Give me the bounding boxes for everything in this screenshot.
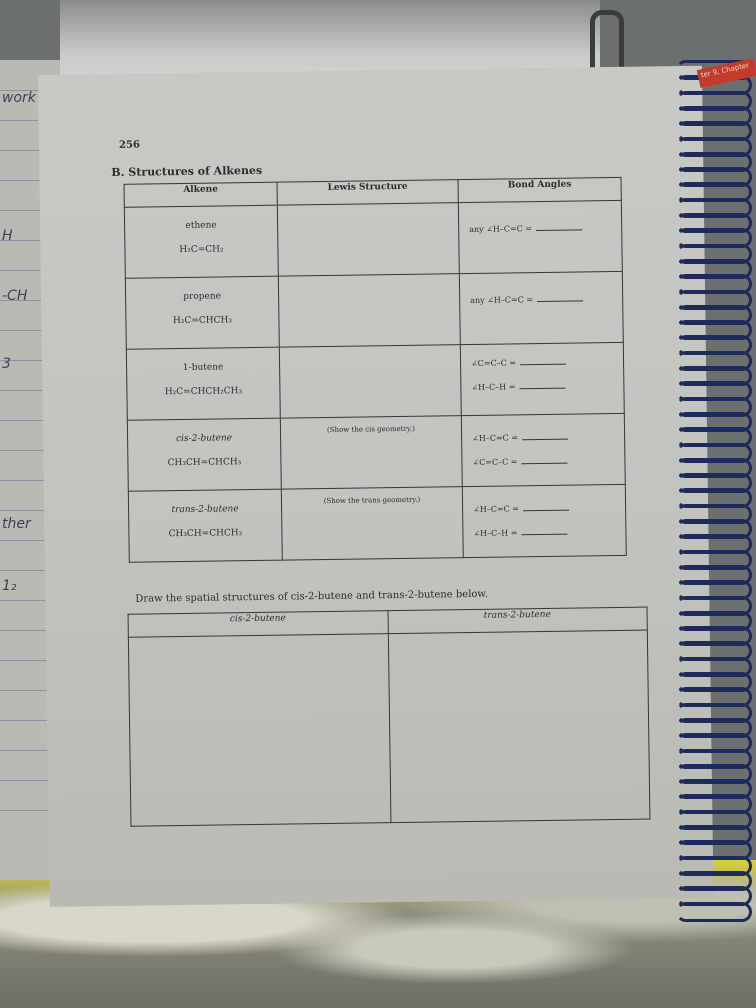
alkene-name: ethene: [185, 220, 217, 231]
workbook-page: [38, 66, 714, 907]
bond-angle-line: [472, 457, 567, 467]
bond-angle-line: [472, 433, 568, 443]
alkene-cell: [126, 347, 280, 420]
spatial-structures-table: [128, 607, 651, 827]
bond-angle-label: any ∠H–C=C =: [470, 295, 534, 305]
bond-angle-line: [471, 382, 565, 392]
bond-angle-line: [473, 528, 567, 538]
alkene-formula: CH₃CH=CHCH₃: [167, 457, 242, 469]
answer-blank[interactable]: [522, 438, 568, 441]
bond-angle-line: [470, 294, 583, 305]
alkene-table: [124, 177, 627, 563]
bond-angle-line: [473, 504, 569, 514]
header-trans-2-butene: trans-2-butene: [388, 607, 648, 634]
answer-blank[interactable]: [521, 533, 567, 536]
bond-angle-label: any ∠H–C=C =: [469, 224, 533, 234]
bond-angle-label: ∠H–C=C =: [473, 504, 520, 514]
alkene-formula: H₂C=CHCH₃: [172, 315, 232, 327]
table-row: [124, 200, 622, 278]
alkene-cell: [125, 276, 279, 349]
alkene-formula: CH₃CH=CHCH₃: [168, 528, 243, 540]
alkene-name: trans-2-butene: [171, 504, 239, 516]
notebook-note-2: H: [2, 228, 13, 244]
section-title: B. Structures of Alkenes: [111, 163, 263, 179]
bond-angle-line: [469, 223, 582, 234]
alkene-formula: H₂C=CHCH₂CH₃: [164, 386, 243, 398]
header-alkene: Alkene: [124, 182, 277, 207]
table-row: [126, 342, 624, 420]
lewis-structure-cell[interactable]: [281, 487, 463, 561]
bond-angles-cell[interactable]: [461, 413, 625, 486]
answer-blank[interactable]: [523, 509, 569, 512]
alkene-name: 1-butene: [182, 362, 224, 374]
bond-angles-cell[interactable]: [458, 200, 622, 273]
answer-blank[interactable]: [520, 363, 566, 366]
table-row: [128, 484, 626, 562]
geometry-note: (Show the trans geometry.): [323, 495, 421, 506]
header-cis-2-butene: cis-2-butene: [128, 611, 388, 638]
chapter-tab: ter 9, Chapter: [697, 58, 756, 88]
notebook-note-6: 1₂: [2, 578, 17, 594]
header-lewis-structure: Lewis Structure: [277, 180, 458, 206]
alkene-name: propene: [183, 291, 222, 302]
bond-angles-cell[interactable]: [459, 271, 623, 344]
trans-drawing-area[interactable]: [388, 630, 650, 823]
bond-angle-label: ∠C=C–C =: [472, 457, 518, 467]
lewis-structure-cell[interactable]: [280, 416, 462, 490]
spiral-binding: [676, 60, 756, 930]
alkene-name: cis-2-butene: [176, 433, 233, 445]
alkene-formula: H₂C=CH₂: [179, 244, 224, 256]
alkene-cell: [124, 205, 278, 278]
table-row: [128, 630, 650, 826]
lewis-structure-cell[interactable]: [278, 274, 460, 348]
answer-blank[interactable]: [537, 299, 583, 302]
answer-blank[interactable]: [521, 462, 567, 465]
bond-angle-line: [471, 358, 566, 368]
lewis-structure-cell[interactable]: [277, 203, 459, 277]
geometry-note: (Show the cis geometry.): [326, 424, 415, 434]
table-row: [127, 413, 625, 491]
notebook-note-1: work: [2, 90, 36, 106]
spiral-coil: [676, 902, 752, 922]
notebook-note-3: -CH: [2, 288, 28, 304]
table-row: [125, 271, 623, 349]
bond-angles-cell[interactable]: [462, 484, 626, 557]
instruction-text: Draw the spatial structures of cis-2-butene and trans-2-butene below.: [135, 588, 489, 605]
header-bond-angles: Bond Angles: [458, 177, 621, 202]
alkene-cell: [128, 489, 282, 562]
bond-angles-cell[interactable]: [460, 342, 624, 415]
cis-drawing-area[interactable]: [128, 634, 390, 827]
answer-blank[interactable]: [519, 387, 565, 390]
bond-angle-label: ∠H–C–H =: [471, 382, 516, 392]
answer-blank[interactable]: [536, 228, 582, 231]
bond-angle-label: ∠H–C–H =: [473, 528, 518, 538]
bond-angle-label: ∠C=C–C =: [471, 358, 517, 368]
notebook-note-5: ther: [2, 516, 31, 532]
page-number: 256: [118, 139, 140, 151]
bond-angle-label: ∠H–C=C =: [472, 433, 519, 443]
notebook-note-4: 3: [2, 356, 11, 372]
lewis-structure-cell[interactable]: [279, 345, 461, 419]
alkene-cell: [127, 418, 281, 491]
